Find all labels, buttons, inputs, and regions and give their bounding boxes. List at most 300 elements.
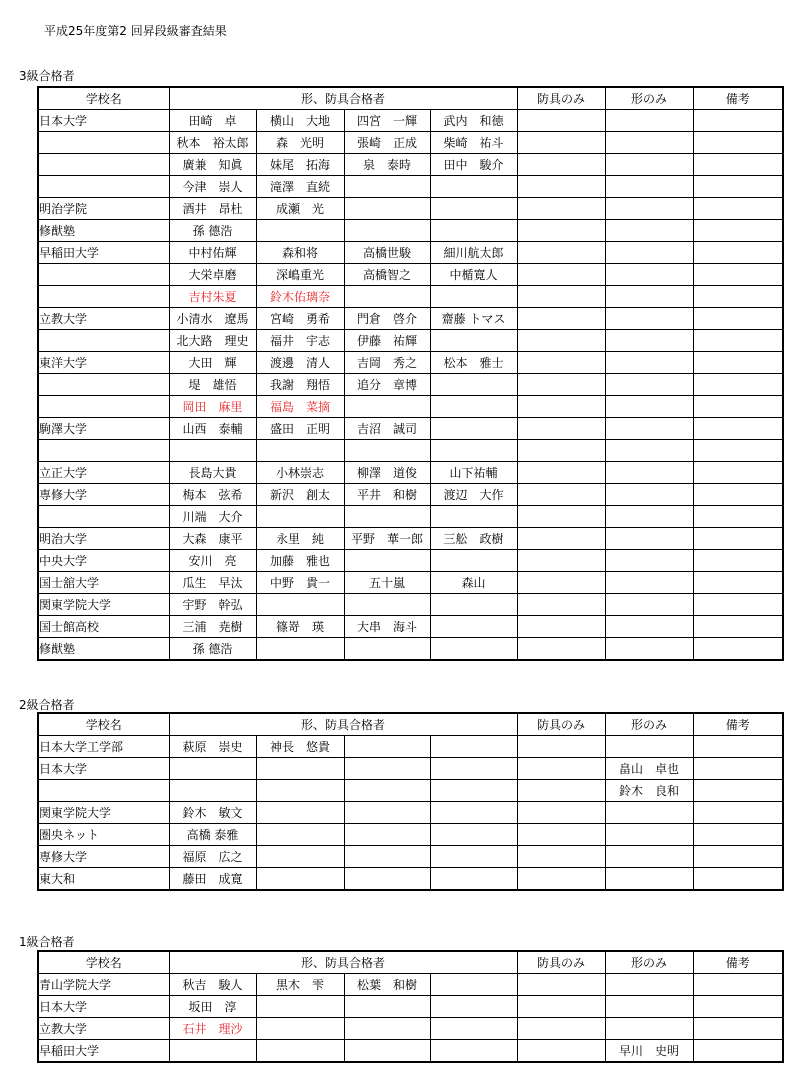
passer-name-cell <box>430 396 517 418</box>
bogu-only-cell <box>517 736 605 758</box>
passer-name-cell: 追分 章博 <box>344 374 430 396</box>
passer-name-cell <box>256 220 344 242</box>
passer-name-cell: 今津 崇人 <box>169 176 256 198</box>
bogu-only-cell <box>517 440 605 462</box>
remarks-cell <box>693 616 783 638</box>
header-bogu-only: 防具のみ <box>517 713 605 736</box>
bogu-only-cell <box>517 868 605 891</box>
passer-name-cell: 五十嵐 <box>344 572 430 594</box>
passer-name-cell <box>430 440 517 462</box>
passer-name-cell <box>430 374 517 396</box>
table-row <box>38 1040 783 1063</box>
remarks-cell <box>693 550 783 572</box>
kata-only-cell <box>605 616 693 638</box>
passer-name-cell: 森 光明 <box>256 132 344 154</box>
remarks-cell <box>693 418 783 440</box>
kata-only-cell <box>605 572 693 594</box>
passer-name-cell <box>256 846 344 868</box>
school-name-cell: 国士舘大学 <box>38 572 169 594</box>
school-name-cell: 日本大学工学部 <box>38 736 169 758</box>
passer-name-cell <box>344 996 430 1018</box>
passer-name-cell: 篠嵜 瑛 <box>256 616 344 638</box>
kata-only-cell <box>605 846 693 868</box>
remarks-cell <box>693 974 783 996</box>
bogu-only-cell <box>517 506 605 528</box>
header-passers: 形、防具合格者 <box>169 713 517 736</box>
passer-name-cell: 田崎 卓 <box>169 110 256 132</box>
kata-only-cell <box>605 1018 693 1040</box>
bogu-only-cell <box>517 802 605 824</box>
table-row <box>38 330 783 352</box>
school-name-cell <box>38 780 169 802</box>
passer-name-cell <box>430 418 517 440</box>
kata-only-cell <box>605 974 693 996</box>
passer-name-cell: 宮崎 勇希 <box>256 308 344 330</box>
kata-only-cell: 鈴木 良和 <box>605 780 693 802</box>
header-kata-only: 形のみ <box>605 87 693 110</box>
passer-name-cell: 中村佑輝 <box>169 242 256 264</box>
bogu-only-cell <box>517 484 605 506</box>
kata-only-cell <box>605 220 693 242</box>
header-passers: 形、防具合格者 <box>169 951 517 974</box>
passer-name-cell <box>430 974 517 996</box>
remarks-cell <box>693 758 783 780</box>
passer-name-cell: 森和将 <box>256 242 344 264</box>
header-school: 学校名 <box>38 87 169 110</box>
school-name-cell <box>38 154 169 176</box>
remarks-cell <box>693 638 783 661</box>
passer-name-cell <box>430 802 517 824</box>
remarks-cell <box>693 868 783 891</box>
passer-name-cell <box>430 594 517 616</box>
passer-name-cell <box>344 780 430 802</box>
kata-only-cell <box>605 440 693 462</box>
passer-name-cell <box>169 1040 256 1063</box>
remarks-cell <box>693 308 783 330</box>
passer-name-cell <box>430 736 517 758</box>
passer-name-cell: 田中 駿介 <box>430 154 517 176</box>
school-name-cell <box>38 396 169 418</box>
passer-name-cell <box>430 996 517 1018</box>
kata-only-cell: 早川 史明 <box>605 1040 693 1063</box>
bogu-only-cell <box>517 846 605 868</box>
table-row <box>38 286 783 308</box>
kata-only-cell <box>605 242 693 264</box>
header-remarks: 備考 <box>693 951 783 974</box>
table-row <box>38 1018 783 1040</box>
passer-name-cell: 大田 輝 <box>169 352 256 374</box>
bogu-only-cell <box>517 528 605 550</box>
remarks-cell <box>693 594 783 616</box>
passer-name-cell <box>169 440 256 462</box>
passer-name-cell <box>344 824 430 846</box>
remarks-cell <box>693 506 783 528</box>
school-name-cell: 早稲田大学 <box>38 242 169 264</box>
bogu-only-cell <box>517 242 605 264</box>
passer-name-cell <box>430 176 517 198</box>
passer-name-cell <box>344 1018 430 1040</box>
passer-name-cell: 大栄卓磨 <box>169 264 256 286</box>
passer-name-cell <box>344 506 430 528</box>
remarks-cell <box>693 374 783 396</box>
header-passers: 形、防具合格者 <box>169 87 517 110</box>
passer-name-cell: 秋本 裕太郎 <box>169 132 256 154</box>
header-remarks: 備考 <box>693 87 783 110</box>
passer-name-cell: 中野 貴一 <box>256 572 344 594</box>
passer-name-cell: 安川 亮 <box>169 550 256 572</box>
school-name-cell <box>38 374 169 396</box>
passer-name-cell: 神長 悠貴 <box>256 736 344 758</box>
kata-only-cell <box>605 286 693 308</box>
passer-name-cell <box>256 758 344 780</box>
header-remarks: 備考 <box>693 713 783 736</box>
passer-name-cell: 齋藤 トマス <box>430 308 517 330</box>
school-name-cell <box>38 440 169 462</box>
passer-name-cell: 梅本 弦希 <box>169 484 256 506</box>
bogu-only-cell <box>517 996 605 1018</box>
passer-name-cell <box>430 330 517 352</box>
passer-name-cell: 盛田 正明 <box>256 418 344 440</box>
passer-name-cell: 泉 泰時 <box>344 154 430 176</box>
passer-name-cell <box>256 440 344 462</box>
passer-name-cell: 藤田 成寛 <box>169 868 256 891</box>
school-name-cell: 早稲田大学 <box>38 1040 169 1063</box>
kata-only-cell <box>605 176 693 198</box>
school-name-cell <box>38 132 169 154</box>
table-row <box>38 462 783 484</box>
passer-name-cell <box>430 506 517 528</box>
table-row <box>38 868 783 891</box>
bogu-only-cell <box>517 374 605 396</box>
table-row <box>38 440 783 462</box>
table-row <box>38 638 783 661</box>
passer-name-cell: 岡田 麻里 <box>169 396 256 418</box>
passer-name-cell <box>430 550 517 572</box>
kata-only-cell <box>605 396 693 418</box>
passer-name-cell: 山下祐輔 <box>430 462 517 484</box>
passer-name-cell <box>430 1040 517 1063</box>
kata-only-cell <box>605 154 693 176</box>
table-row <box>38 996 783 1018</box>
passer-name-cell <box>344 220 430 242</box>
grade3-section-label: 3級合格者 <box>19 69 75 83</box>
passer-name-cell: 坂田 淳 <box>169 996 256 1018</box>
passer-name-cell <box>344 802 430 824</box>
remarks-cell <box>693 824 783 846</box>
passer-name-cell: 大森 康平 <box>169 528 256 550</box>
bogu-only-cell <box>517 220 605 242</box>
kata-only-cell <box>605 484 693 506</box>
bogu-only-cell <box>517 198 605 220</box>
passer-name-cell <box>430 824 517 846</box>
passer-name-cell <box>344 868 430 891</box>
kata-only-cell <box>605 198 693 220</box>
passer-name-cell <box>344 846 430 868</box>
table-row <box>38 736 783 758</box>
school-name-cell: 専修大学 <box>38 846 169 868</box>
bogu-only-cell <box>517 462 605 484</box>
bogu-only-cell <box>517 594 605 616</box>
school-name-cell: 東大和 <box>38 868 169 891</box>
table-row <box>38 374 783 396</box>
passer-name-cell <box>430 780 517 802</box>
passer-name-cell <box>169 758 256 780</box>
table-row <box>38 528 783 550</box>
passer-name-cell: 松本 雅士 <box>430 352 517 374</box>
bogu-only-cell <box>517 418 605 440</box>
passer-name-cell: 高橋世駿 <box>344 242 430 264</box>
passer-name-cell <box>256 506 344 528</box>
passer-name-cell <box>344 594 430 616</box>
school-name-cell: 圏央ネット <box>38 824 169 846</box>
passer-name-cell <box>256 824 344 846</box>
passer-name-cell <box>256 802 344 824</box>
bogu-only-cell <box>517 330 605 352</box>
header-school: 学校名 <box>38 951 169 974</box>
remarks-cell <box>693 440 783 462</box>
table-row <box>38 550 783 572</box>
passer-name-cell <box>256 996 344 1018</box>
passer-name-cell: 鈴木佑璃奈 <box>256 286 344 308</box>
passer-name-cell <box>344 1040 430 1063</box>
table-row <box>38 110 783 132</box>
bogu-only-cell <box>517 550 605 572</box>
bogu-only-cell <box>517 264 605 286</box>
bogu-only-cell <box>517 758 605 780</box>
passer-name-cell: 深嶋重光 <box>256 264 344 286</box>
school-name-cell <box>38 506 169 528</box>
remarks-cell <box>693 286 783 308</box>
passer-name-cell: 三舩 政樹 <box>430 528 517 550</box>
header-row <box>38 713 783 736</box>
header-bogu-only: 防具のみ <box>517 951 605 974</box>
school-name-cell: 中央大学 <box>38 550 169 572</box>
grade2-section-label: 2級合格者 <box>19 698 75 712</box>
table-row <box>38 132 783 154</box>
passer-name-cell: 孫 德浩 <box>169 638 256 661</box>
kata-only-cell <box>605 330 693 352</box>
bogu-only-cell <box>517 132 605 154</box>
passer-name-cell: 永里 純 <box>256 528 344 550</box>
remarks-cell <box>693 996 783 1018</box>
school-name-cell: 日本大学 <box>38 110 169 132</box>
passer-name-cell: 滝澤 直続 <box>256 176 344 198</box>
bogu-only-cell <box>517 616 605 638</box>
school-name-cell: 立教大学 <box>38 1018 169 1040</box>
page-title: 平成25年度第2 回昇段級審査結果 <box>44 24 227 38</box>
kata-only-cell <box>605 374 693 396</box>
table-row <box>38 396 783 418</box>
passer-name-cell: 黒木 雫 <box>256 974 344 996</box>
header-kata-only: 形のみ <box>605 951 693 974</box>
school-name-cell <box>38 264 169 286</box>
passer-name-cell: 伊藤 祐輝 <box>344 330 430 352</box>
passer-name-cell: 秋吉 駿人 <box>169 974 256 996</box>
passer-name-cell <box>430 198 517 220</box>
remarks-cell <box>693 780 783 802</box>
table-row <box>38 176 783 198</box>
passer-name-cell <box>344 396 430 418</box>
bogu-only-cell <box>517 824 605 846</box>
kata-only-cell <box>605 418 693 440</box>
passer-name-cell <box>430 638 517 661</box>
passer-name-cell: 廣兼 知眞 <box>169 154 256 176</box>
header-bogu-only: 防具のみ <box>517 87 605 110</box>
passer-name-cell <box>430 616 517 638</box>
passer-name-cell <box>430 758 517 780</box>
bogu-only-cell <box>517 780 605 802</box>
school-name-cell: 修猷塾 <box>38 220 169 242</box>
passer-name-cell: 吉沼 誠司 <box>344 418 430 440</box>
remarks-cell <box>693 352 783 374</box>
passer-name-cell <box>344 758 430 780</box>
passer-name-cell <box>430 868 517 891</box>
remarks-cell <box>693 242 783 264</box>
header-row <box>38 87 783 110</box>
remarks-cell <box>693 198 783 220</box>
kata-only-cell <box>605 506 693 528</box>
kata-only-cell <box>605 132 693 154</box>
table-row <box>38 418 783 440</box>
passer-name-cell: 我謝 翔悟 <box>256 374 344 396</box>
bogu-only-cell <box>517 396 605 418</box>
passer-name-cell: 成瀬 光 <box>256 198 344 220</box>
remarks-cell <box>693 176 783 198</box>
bogu-only-cell <box>517 572 605 594</box>
kata-only-cell <box>605 462 693 484</box>
passer-name-cell: 吉村朱夏 <box>169 286 256 308</box>
school-name-cell: 関東学院大学 <box>38 594 169 616</box>
passer-name-cell <box>344 286 430 308</box>
passer-name-cell: 三浦 尭樹 <box>169 616 256 638</box>
school-name-cell: 駒澤大学 <box>38 418 169 440</box>
kata-only-cell <box>605 110 693 132</box>
remarks-cell <box>693 264 783 286</box>
passer-name-cell: 大串 海斗 <box>344 616 430 638</box>
passer-name-cell: 武内 和徳 <box>430 110 517 132</box>
school-name-cell: 日本大学 <box>38 996 169 1018</box>
school-name-cell: 青山学院大学 <box>38 974 169 996</box>
kata-only-cell <box>605 996 693 1018</box>
passer-name-cell: 渡邊 清人 <box>256 352 344 374</box>
header-school: 学校名 <box>38 713 169 736</box>
passer-name-cell <box>344 638 430 661</box>
table-row <box>38 484 783 506</box>
bogu-only-cell <box>517 154 605 176</box>
school-name-cell <box>38 176 169 198</box>
passer-name-cell <box>256 638 344 661</box>
passer-name-cell <box>430 286 517 308</box>
passer-name-cell: 森山 <box>430 572 517 594</box>
passer-name-cell <box>344 176 430 198</box>
passer-name-cell: 孫 德浩 <box>169 220 256 242</box>
passer-name-cell: 妹尾 拓海 <box>256 154 344 176</box>
school-name-cell: 日本大学 <box>38 758 169 780</box>
school-name-cell: 東洋大学 <box>38 352 169 374</box>
passer-name-cell: 福島 菜摘 <box>256 396 344 418</box>
passer-name-cell <box>344 736 430 758</box>
header-row <box>38 951 783 974</box>
table-row <box>38 264 783 286</box>
remarks-cell <box>693 484 783 506</box>
bogu-only-cell <box>517 352 605 374</box>
bogu-only-cell <box>517 176 605 198</box>
passer-name-cell <box>344 440 430 462</box>
table-row <box>38 242 783 264</box>
remarks-cell <box>693 220 783 242</box>
passer-name-cell: 山西 泰輔 <box>169 418 256 440</box>
table-row <box>38 352 783 374</box>
kata-only-cell <box>605 528 693 550</box>
passer-name-cell: 加藤 雅也 <box>256 550 344 572</box>
passer-name-cell: 中楯寛人 <box>430 264 517 286</box>
kata-only-cell <box>605 736 693 758</box>
bogu-only-cell <box>517 308 605 330</box>
school-name-cell: 立正大学 <box>38 462 169 484</box>
table-row <box>38 616 783 638</box>
remarks-cell <box>693 330 783 352</box>
school-name-cell: 関東学院大学 <box>38 802 169 824</box>
passer-name-cell <box>344 550 430 572</box>
remarks-cell <box>693 736 783 758</box>
bogu-only-cell <box>517 1040 605 1063</box>
passer-name-cell: 福原 広之 <box>169 846 256 868</box>
passer-name-cell: 松葉 和樹 <box>344 974 430 996</box>
school-name-cell: 国士館高校 <box>38 616 169 638</box>
kata-only-cell <box>605 264 693 286</box>
kata-only-cell <box>605 550 693 572</box>
passer-name-cell: 石井 理沙 <box>169 1018 256 1040</box>
passer-name-cell <box>169 780 256 802</box>
school-name-cell: 明治学院 <box>38 198 169 220</box>
bogu-only-cell <box>517 286 605 308</box>
table-row <box>38 154 783 176</box>
passer-name-cell <box>256 868 344 891</box>
school-name-cell <box>38 286 169 308</box>
bogu-only-cell <box>517 638 605 661</box>
table-row <box>38 780 783 802</box>
passer-name-cell: 萩原 崇史 <box>169 736 256 758</box>
remarks-cell <box>693 396 783 418</box>
kata-only-cell <box>605 868 693 891</box>
kata-only-cell <box>605 308 693 330</box>
remarks-cell <box>693 846 783 868</box>
table-row <box>38 308 783 330</box>
passer-name-cell: 高橋智之 <box>344 264 430 286</box>
grade1-table <box>37 950 784 1063</box>
table-row <box>38 824 783 846</box>
remarks-cell <box>693 1040 783 1063</box>
remarks-cell <box>693 528 783 550</box>
grade2-table <box>37 712 784 891</box>
passer-name-cell: 四宮 一輝 <box>344 110 430 132</box>
table-row <box>38 758 783 780</box>
table-row <box>38 974 783 996</box>
passer-name-cell: 渡辺 大作 <box>430 484 517 506</box>
table-row <box>38 506 783 528</box>
passer-name-cell: 平野 華一郎 <box>344 528 430 550</box>
header-kata-only: 形のみ <box>605 713 693 736</box>
bogu-only-cell <box>517 974 605 996</box>
kata-only-cell: 畠山 卓也 <box>605 758 693 780</box>
school-name-cell: 明治大学 <box>38 528 169 550</box>
passer-name-cell <box>256 594 344 616</box>
kata-only-cell <box>605 802 693 824</box>
table-row <box>38 572 783 594</box>
passer-name-cell <box>430 220 517 242</box>
remarks-cell <box>693 802 783 824</box>
remarks-cell <box>693 572 783 594</box>
